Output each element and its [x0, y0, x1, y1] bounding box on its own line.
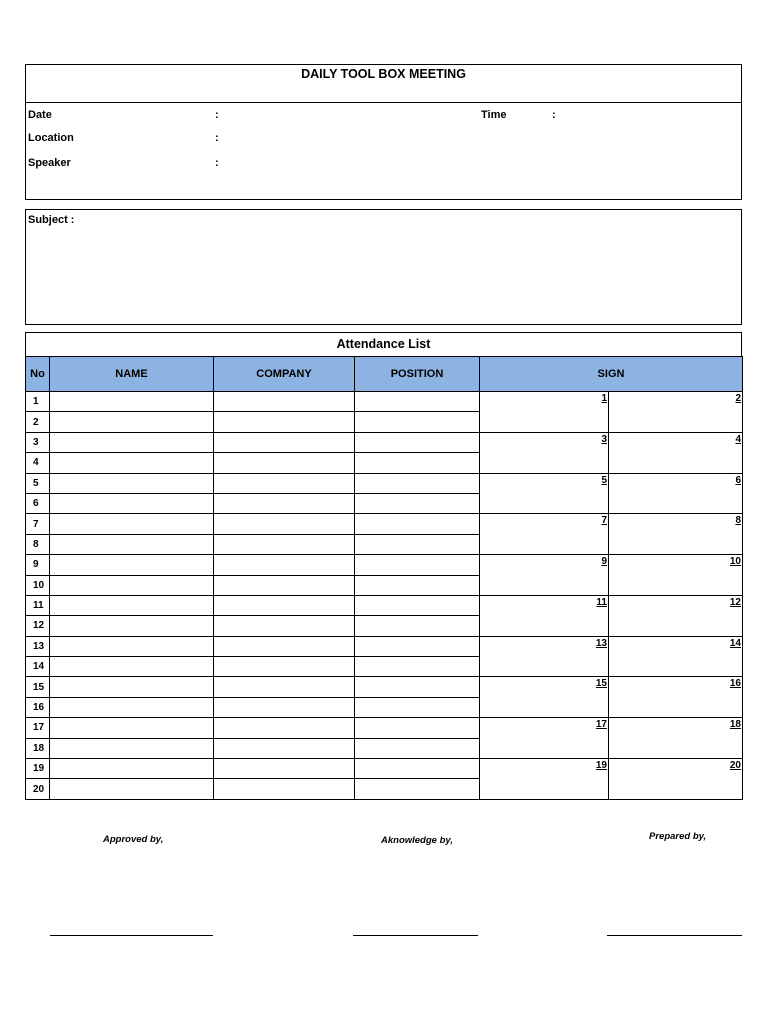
subject-box: [25, 209, 742, 325]
row-number: 3: [26, 432, 50, 452]
position-cell[interactable]: [355, 759, 480, 779]
company-cell[interactable]: [214, 636, 355, 656]
company-cell[interactable]: [214, 657, 355, 677]
sign-cell[interactable]: [609, 636, 743, 677]
subject-label: Subject :: [28, 214, 75, 226]
position-cell[interactable]: [355, 677, 480, 697]
company-cell[interactable]: [214, 392, 355, 412]
name-cell[interactable]: [50, 697, 214, 717]
row-number: 8: [26, 534, 50, 554]
sign-number: 7: [601, 515, 607, 527]
sign-number: 5: [601, 474, 607, 486]
row-number: 5: [26, 473, 50, 493]
sign-cell[interactable]: [609, 392, 743, 433]
sign-cell[interactable]: [480, 392, 609, 433]
name-cell[interactable]: [50, 595, 214, 615]
sign-number: 13: [595, 637, 607, 649]
name-cell[interactable]: [50, 432, 214, 452]
name-cell[interactable]: [50, 779, 214, 799]
time-colon: :: [552, 109, 556, 121]
attendance-table: [25, 356, 743, 800]
sign-number: 2: [735, 393, 741, 404]
company-cell[interactable]: [214, 616, 355, 636]
col-sign: SIGN: [480, 357, 743, 392]
sign-number: 12: [729, 596, 741, 608]
row-number: 6: [26, 493, 50, 513]
name-cell[interactable]: [50, 473, 214, 493]
table-row: [26, 432, 743, 452]
date-colon: :: [215, 109, 219, 121]
row-number: 19: [26, 759, 50, 779]
table-row: [26, 473, 743, 493]
position-cell[interactable]: [355, 697, 480, 717]
company-cell[interactable]: [214, 738, 355, 758]
sign-number: 17: [595, 719, 607, 731]
name-cell[interactable]: [50, 759, 214, 779]
name-cell[interactable]: [50, 677, 214, 697]
col-position: POSITION: [355, 357, 480, 392]
sign-number: 16: [729, 678, 741, 690]
sign-cell[interactable]: [480, 759, 609, 800]
col-company: COMPANY: [214, 357, 355, 392]
table-row: [26, 514, 743, 534]
company-cell[interactable]: [214, 514, 355, 534]
sign-cell[interactable]: [609, 555, 743, 596]
name-cell[interactable]: [50, 555, 214, 575]
sign-cell[interactable]: [480, 514, 609, 555]
row-number: 13: [26, 636, 50, 656]
sign-cell[interactable]: [480, 555, 609, 596]
sign-cell[interactable]: [480, 473, 609, 514]
row-number: 14: [26, 657, 50, 677]
sign-number: 11: [596, 596, 607, 608]
company-cell[interactable]: [214, 779, 355, 799]
sign-cell[interactable]: [609, 677, 743, 718]
position-cell[interactable]: [355, 657, 480, 677]
row-number: 17: [26, 718, 50, 738]
col-no: No: [26, 357, 50, 392]
speaker-colon: :: [215, 157, 219, 169]
row-number: 1: [26, 392, 50, 412]
name-cell[interactable]: [50, 636, 214, 656]
position-cell[interactable]: [355, 534, 480, 554]
sign-number: 4: [735, 433, 741, 445]
sign-cell[interactable]: [609, 473, 743, 514]
approved-label: Approved by,: [103, 834, 164, 845]
sign-number: 15: [595, 678, 607, 690]
name-cell[interactable]: [50, 575, 214, 595]
sign-cell[interactable]: [480, 636, 609, 677]
name-cell[interactable]: [50, 392, 214, 412]
position-cell[interactable]: [355, 738, 480, 758]
sign-number: 18: [729, 719, 741, 731]
company-cell[interactable]: [214, 759, 355, 779]
acknowledge-signature-line: [353, 935, 478, 936]
table-row: [26, 677, 743, 697]
attendance-header-row: [26, 357, 743, 392]
name-cell[interactable]: [50, 453, 214, 473]
name-cell[interactable]: [50, 493, 214, 513]
sign-number: 3: [601, 433, 607, 445]
table-row: [26, 759, 743, 779]
sign-number: 1: [601, 393, 607, 404]
sign-cell[interactable]: [480, 432, 609, 473]
sign-number: 6: [735, 474, 741, 486]
position-cell[interactable]: [355, 392, 480, 412]
row-number: 16: [26, 697, 50, 717]
table-row: [26, 555, 743, 575]
position-cell[interactable]: [355, 514, 480, 534]
company-cell[interactable]: [214, 432, 355, 452]
company-cell[interactable]: [214, 453, 355, 473]
sign-number: 19: [595, 760, 607, 772]
position-cell[interactable]: [355, 595, 480, 615]
company-cell[interactable]: [214, 595, 355, 615]
position-cell[interactable]: [355, 636, 480, 656]
sign-cell[interactable]: [609, 759, 743, 800]
name-cell[interactable]: [50, 657, 214, 677]
row-number: 20: [26, 779, 50, 799]
row-number: 9: [26, 555, 50, 575]
table-row: [26, 392, 743, 412]
table-row: [26, 595, 743, 615]
row-number: 2: [26, 412, 50, 432]
sign-cell[interactable]: [609, 595, 743, 636]
sign-number: 8: [735, 515, 741, 527]
approved-signature-line: [50, 935, 213, 936]
sign-cell[interactable]: [480, 677, 609, 718]
table-row: [26, 718, 743, 738]
position-cell[interactable]: [355, 718, 480, 738]
time-label: Time: [481, 109, 507, 121]
acknowledge-label: Aknowledge by,: [381, 835, 453, 846]
name-cell[interactable]: [50, 514, 214, 534]
location-label: Location: [28, 132, 74, 144]
prepared-signature-line: [607, 935, 742, 936]
position-cell[interactable]: [355, 493, 480, 513]
position-cell[interactable]: [355, 779, 480, 799]
sign-cell[interactable]: [609, 432, 743, 473]
date-label: Date: [28, 109, 52, 121]
sign-number: 9: [601, 556, 607, 568]
sign-number: 20: [729, 760, 741, 772]
company-cell[interactable]: [214, 575, 355, 595]
sign-number: 14: [729, 637, 741, 649]
location-colon: :: [215, 132, 219, 144]
sign-cell[interactable]: [609, 718, 743, 759]
sign-cell[interactable]: [480, 595, 609, 636]
position-cell[interactable]: [355, 575, 480, 595]
name-cell[interactable]: [50, 738, 214, 758]
col-name: NAME: [50, 357, 214, 392]
name-cell[interactable]: [50, 412, 214, 432]
company-cell[interactable]: [214, 677, 355, 697]
row-number: 12: [26, 616, 50, 636]
prepared-label: Prepared by,: [649, 831, 707, 842]
company-cell[interactable]: [214, 718, 355, 738]
position-cell[interactable]: [355, 555, 480, 575]
row-number: 15: [26, 677, 50, 697]
name-cell[interactable]: [50, 616, 214, 636]
table-row: [26, 636, 743, 656]
company-cell[interactable]: [214, 493, 355, 513]
row-number: 7: [26, 514, 50, 534]
sign-number: 10: [729, 556, 741, 568]
form-title: DAILY TOOL BOX MEETING: [25, 64, 742, 103]
row-number: 10: [26, 575, 50, 595]
sign-cell[interactable]: [609, 514, 743, 555]
name-cell[interactable]: [50, 718, 214, 738]
company-cell[interactable]: [214, 412, 355, 432]
row-number: 18: [26, 738, 50, 758]
row-number: 11: [26, 595, 50, 615]
name-cell[interactable]: [50, 534, 214, 554]
company-cell[interactable]: [214, 473, 355, 493]
position-cell[interactable]: [355, 616, 480, 636]
company-cell[interactable]: [214, 555, 355, 575]
attendance-title: Attendance List: [25, 332, 742, 357]
position-cell[interactable]: [355, 432, 480, 452]
row-number: 4: [26, 453, 50, 473]
company-cell[interactable]: [214, 534, 355, 554]
position-cell[interactable]: [355, 473, 480, 493]
speaker-label: Speaker: [28, 157, 71, 169]
position-cell[interactable]: [355, 412, 480, 432]
sign-cell[interactable]: [480, 718, 609, 759]
position-cell[interactable]: [355, 453, 480, 473]
company-cell[interactable]: [214, 697, 355, 717]
